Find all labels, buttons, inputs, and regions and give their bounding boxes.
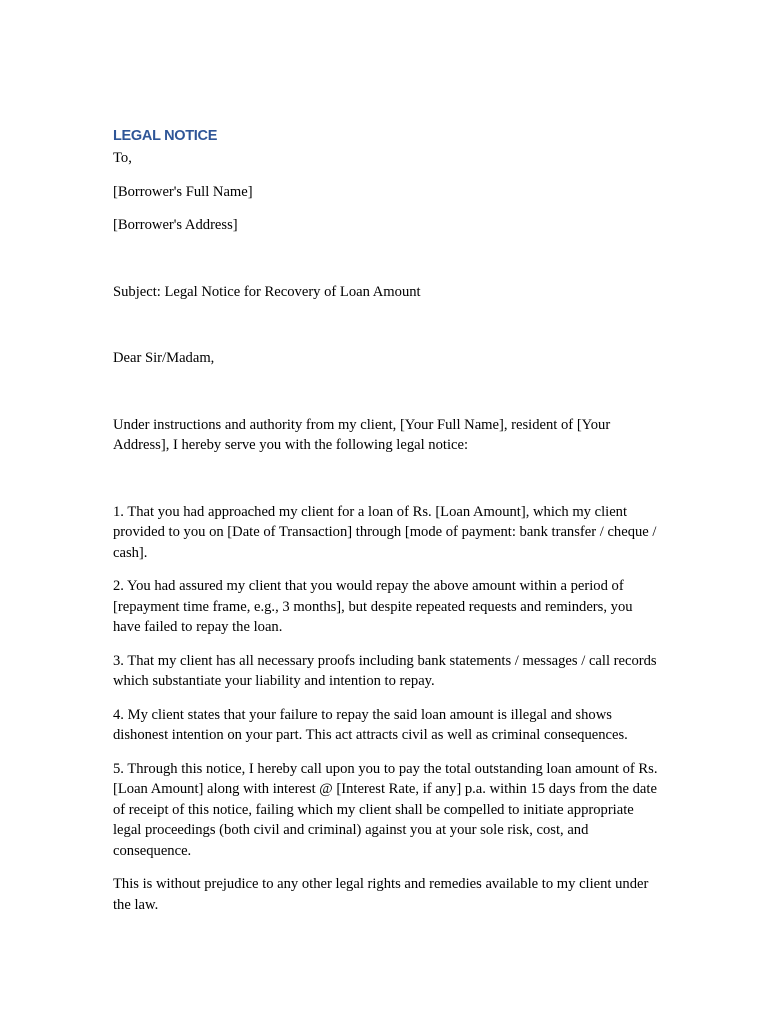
document-title: LEGAL NOTICE [113, 128, 218, 144]
borrower-name: [Borrower's Full Name] [113, 183, 253, 200]
notice-point-5: 5. Through this notice, I hereby call upon you to pay the total outstanding loan amount of Rs. [Loan Amount] along with interest @ [Interest Rate, if any] p.a. within 15 days from the date of receipt of this notice, failing which my client shall be compelled to initiate appropriate legal proceedings (both civil and criminal) against you at your sole risk, cost, and consequence. [113, 760, 658, 859]
notice-point-4: 4. My client states that your failure to repay the said loan amount is illegal and shows dishonest intention on your part. This act attracts civil as well as criminal consequences. [113, 706, 628, 743]
subject-line: Subject: Legal Notice for Recovery of Loan Amount [113, 283, 421, 300]
notice-point-1: 1. That you had approached my client for a loan of Rs. [Loan Amount], which my client provided to you on [Date of Transaction] through [mode of payment: bank transfer / cheque / cash]. [113, 503, 657, 561]
intro-paragraph: Under instructions and authority from my client, [Your Full Name], resident of [Your Address], I hereby serve you with the following legal notice: [113, 416, 611, 453]
greeting: Dear Sir/Madam, [113, 350, 215, 366]
notice-point-2: 2. You had assured my client that you would repay the above amount within a period of [repayment time frame, e.g., 3 months], but despite repeated requests and reminders, you have failed to repay the loan. [113, 578, 633, 635]
salutation-to: To, [113, 150, 132, 166]
borrower-address: [Borrower's Address] [113, 217, 238, 233]
document-page [113, 126, 658, 915]
closing-paragraph: This is without prejudice to any other legal rights and remedies available to my client under the law. [113, 876, 649, 913]
notice-point-3: 3. That my client has all necessary proofs including bank statements / messages / call records which substantiate your liability and intention to repay. [113, 652, 657, 689]
